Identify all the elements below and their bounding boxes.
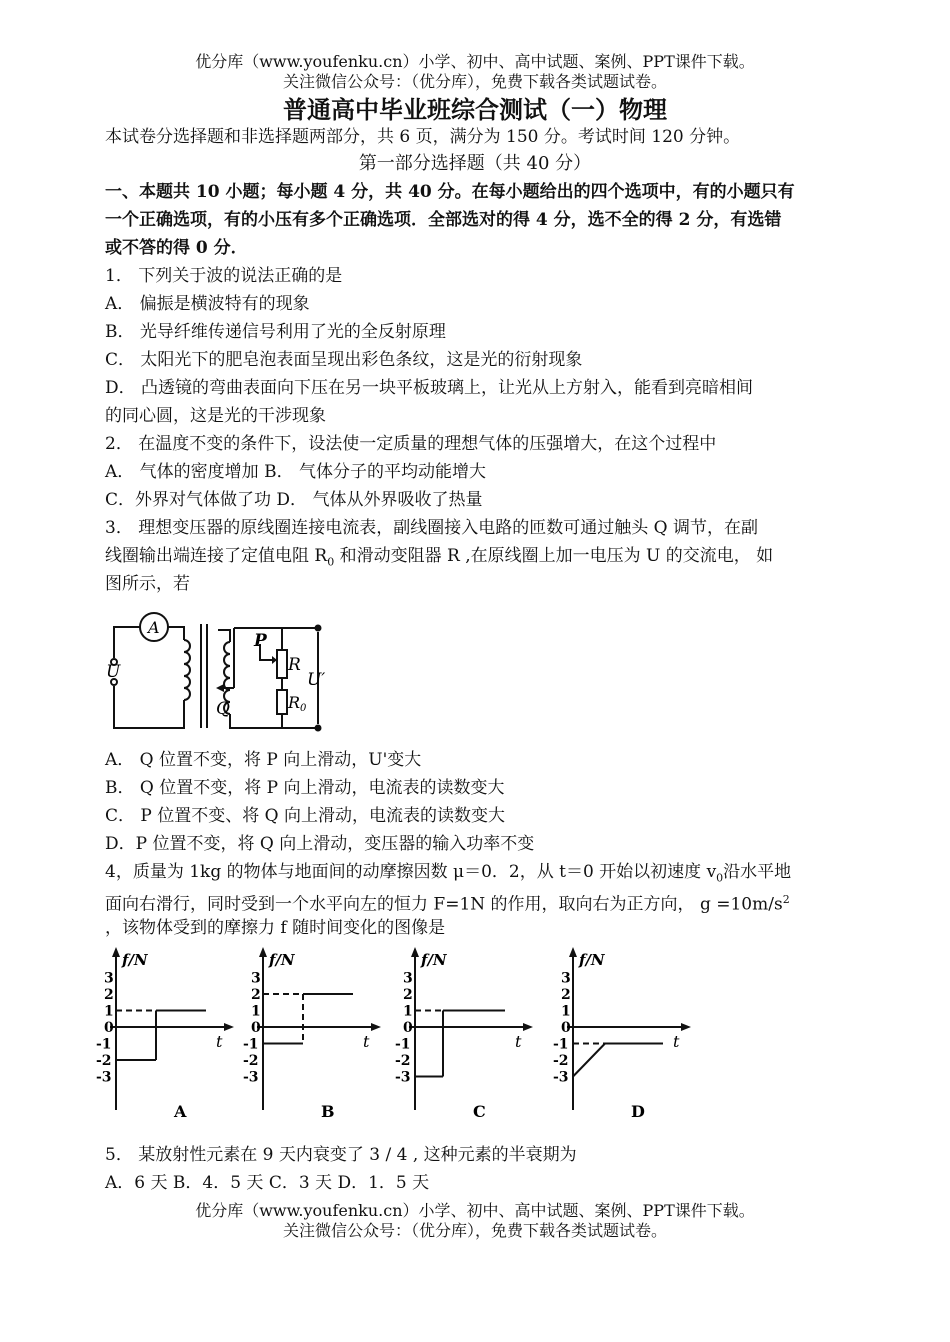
secondary-wire-top <box>218 630 230 642</box>
graph-d-tick--1: -1 <box>553 1036 569 1053</box>
resistor-r0 <box>277 690 287 714</box>
q1-option-d-line2: 的同心圆，这是光的干涉现象 <box>105 406 326 426</box>
primary-coil <box>184 640 190 700</box>
q2-options-ab: A． 气体的密度增加 B． 气体分子的平均动能增大 <box>105 462 486 482</box>
rheostat-r-label: R <box>288 655 301 675</box>
resistor-r0-label <box>287 693 307 714</box>
graph-c-y-arrowhead <box>411 947 419 957</box>
output-voltage-label: U′ <box>307 670 326 690</box>
graph-d-solid-segment-0 <box>573 1044 605 1077</box>
friction-graphs-figure <box>98 945 678 1135</box>
graph-c-tick-0: 0 <box>403 1020 413 1036</box>
graph-a-caption: A <box>174 1102 187 1121</box>
graph-b-tick--2: -2 <box>243 1053 259 1069</box>
q4-stem-line2-a: 面向右滑行，同时受到一个水平向左的恒力 F=1N 的作用，取向右为正方向， g =10m/s <box>105 894 783 915</box>
secondary-wire-bottom <box>230 714 318 728</box>
q3-option-b: B． Q 位置不变，将 P 向上滑动，电流表的读数变大 <box>105 778 505 798</box>
footer-line-1: 优分库（www.youfenku.cn）小学、初中、高中试题、案例、PPT课件下载。 <box>195 1201 755 1220</box>
graph-a-tick-2: 2 <box>104 987 114 1003</box>
slider-p-label: P <box>254 631 267 651</box>
graph-a-tick-0: 0 <box>104 1020 114 1036</box>
q3-option-c: C． P 位置不变、将 Q 向上滑动，电流表的读数变大 <box>105 806 505 826</box>
graph-b-y-arrowhead <box>259 947 267 957</box>
header-line-1: 优分库（www.youfenku.cn）小学、初中、高中试题、案例、PPT课件下载。 <box>195 52 755 71</box>
graph-d-tick--2: -2 <box>553 1053 569 1069</box>
graph-a-x-label: t <box>216 1032 223 1051</box>
slider-q-arrowhead <box>216 684 224 692</box>
graph-a-x-arrowhead <box>224 1023 234 1031</box>
graph-b-tick--1: -1 <box>243 1036 259 1053</box>
graph-a-y-label: f/N <box>122 951 148 969</box>
graph-d-tick--3: -3 <box>553 1069 569 1086</box>
primary-wire-bottom <box>114 686 184 728</box>
graph-d-x-label: t <box>673 1032 680 1051</box>
graph-b-tick-0: 0 <box>251 1020 261 1036</box>
graph-c-caption: C <box>473 1102 486 1121</box>
page-title: 普通高中毕业班综合测试（一）物理 <box>283 95 667 124</box>
graph-c-x-arrowhead <box>523 1023 533 1031</box>
q1-option-b: B． 光导纤维传递信号利用了光的全反射原理 <box>105 322 446 342</box>
graph-b-tick--3: -3 <box>243 1069 259 1086</box>
primary-wire-top-left <box>114 627 140 658</box>
q5-stem: 5． 某放射性元素在 9 天内衰变了 3 / 4 , 这种元素的半衰期为 <box>105 1145 577 1165</box>
q3-stem-line1: 3． 理想变压器的原线圈连接电流表，副线圈接入电路的匝数可通过触头 Q 调节，在副 <box>105 518 758 538</box>
intro-text: 本试卷分选择题和非选择题两部分，共 6 页，满分为 150 分。考试时间 120 分钟。 <box>105 127 741 147</box>
graph-c-tick-1: 1 <box>403 1003 413 1020</box>
graph-a-tick--1: -1 <box>96 1036 112 1053</box>
q2-stem: 2． 在温度不变的条件下，设法使一定质量的理想气体的压强增大，在这个过程中 <box>105 434 717 454</box>
graph-d-tick-3: 3 <box>561 970 571 987</box>
graph-b-x-arrowhead <box>371 1023 381 1031</box>
header-line-2: 关注微信公众号：（优分库），免费下载各类试题试卷。 <box>282 72 667 91</box>
output-terminal-bottom <box>316 726 321 731</box>
q4-stem-line1 <box>105 861 850 889</box>
q3-stem-line3: 图所示，若 <box>105 574 190 594</box>
voltage-u-label: U <box>106 662 121 682</box>
graph-c-tick--2: -2 <box>395 1053 411 1069</box>
q4-stem-line3: ，该物体受到的摩擦力 f 随时间变化的图像是 <box>105 918 446 938</box>
slider-q-label: Q <box>216 699 230 719</box>
q3-stem-line2-a: 线圈输出端连接了定值电阻 R <box>105 546 328 566</box>
graph-a-tick-1: 1 <box>104 1003 114 1020</box>
section-instruction-1: 一、本题共 10 小题；每小题 4 分，共 40 分。在每小题给出的四个选项中，有的小题只有 <box>105 182 795 202</box>
graph-b-caption: B <box>321 1102 335 1121</box>
graph-c-y-label: f/N <box>421 951 447 969</box>
q4-stem-line1-a: 4，质量为 1kg 的物体与地面间的动摩擦因数 μ＝0．2，从 t＝0 开始以初速度 v <box>105 862 717 882</box>
graph-b-y-label: f/N <box>269 951 295 969</box>
q3-option-a: A． Q 位置不变，将 P 向上滑动，U'变大 <box>105 750 422 770</box>
q3-stem-line2-sub: 0 <box>327 555 335 569</box>
friction-graphs-svg <box>98 945 678 1130</box>
graph-a-tick-3: 3 <box>104 970 114 987</box>
output-terminal-top <box>316 626 321 631</box>
q3-stem-line2-b: 和滑动变阻器 R ,在原线圈上加一电压为 U 的交流电， 如 <box>334 546 774 566</box>
graph-c-tick--1: -1 <box>395 1036 411 1053</box>
q4-stem-line2-sup: 2 <box>782 893 790 906</box>
transformer-circuit-figure <box>100 610 340 745</box>
footer-line-2: 关注微信公众号：（优分库），免费下载各类试题试卷。 <box>282 1221 667 1240</box>
q5-options: A．6 天 B．4．5 天 C．3 天 D．1．5 天 <box>105 1173 430 1193</box>
graph-a-tick--3: -3 <box>96 1069 112 1086</box>
q1-option-a: A． 偏振是横波特有的现象 <box>105 294 310 314</box>
resistor-r0-label-sub: 0 <box>300 703 307 714</box>
graph-c-tick-2: 2 <box>403 987 413 1003</box>
graph-d-tick-0: 0 <box>561 1020 571 1036</box>
q4-stem-line1-sub: 0 <box>716 871 724 885</box>
graph-d-y-arrowhead <box>569 947 577 957</box>
graph-d-caption: D <box>631 1102 645 1121</box>
graph-c-tick--3: -3 <box>395 1069 411 1086</box>
graph-c-tick-3: 3 <box>403 970 413 987</box>
section-instruction-2: 一个正确选项，有的小压有多个正确选项．全部选对的得 4 分，选不全的得 2 分，有选错 <box>105 210 782 230</box>
q3-stem-line2 <box>105 545 850 573</box>
rheostat-r <box>277 650 287 678</box>
graph-d-tick-2: 2 <box>561 987 571 1003</box>
q2-options-cd: C．外界对气体做了功 D． 气体从外界吸收了热量 <box>105 490 483 510</box>
q4-stem-line1-b: 沿水平地 <box>723 862 792 882</box>
primary-wire-top-right <box>168 627 184 640</box>
graph-d-y-label: f/N <box>579 951 605 969</box>
ammeter-label: A <box>148 618 160 637</box>
graph-c-x-label: t <box>515 1032 522 1051</box>
transformer-circuit-svg <box>100 610 340 740</box>
graph-d-tick-1: 1 <box>561 1003 571 1020</box>
resistor-r0-label-main: R <box>288 693 301 712</box>
graph-b-tick-3: 3 <box>251 970 261 987</box>
graph-d-x-arrowhead <box>681 1023 691 1031</box>
section-instruction-3: 或不答的得 0 分． <box>105 238 248 258</box>
graph-a-tick--2: -2 <box>96 1053 112 1069</box>
q1-option-d-line1: D． 凸透镜的弯曲表面向下压在另一块平板玻璃上，让光从上方射入，能看到亮暗相间 <box>105 378 754 398</box>
q3-option-d: D．P 位置不变，将 Q 向上滑动，变压器的输入功率不变 <box>105 834 535 854</box>
part1-title: 第一部分选择题（共 40 分） <box>358 153 592 174</box>
q1-stem: 1． 下列关于波的说法正确的是 <box>105 266 343 286</box>
graph-b-tick-2: 2 <box>251 987 261 1003</box>
graph-a-y-arrowhead <box>112 947 120 957</box>
graph-b-tick-1: 1 <box>251 1003 261 1020</box>
graph-b-x-label: t <box>363 1032 370 1051</box>
q4-stem-line2 <box>105 889 850 916</box>
q1-option-c: C． 太阳光下的肥皂泡表面呈现出彩色条纹，这是光的衍射现象 <box>105 350 583 370</box>
